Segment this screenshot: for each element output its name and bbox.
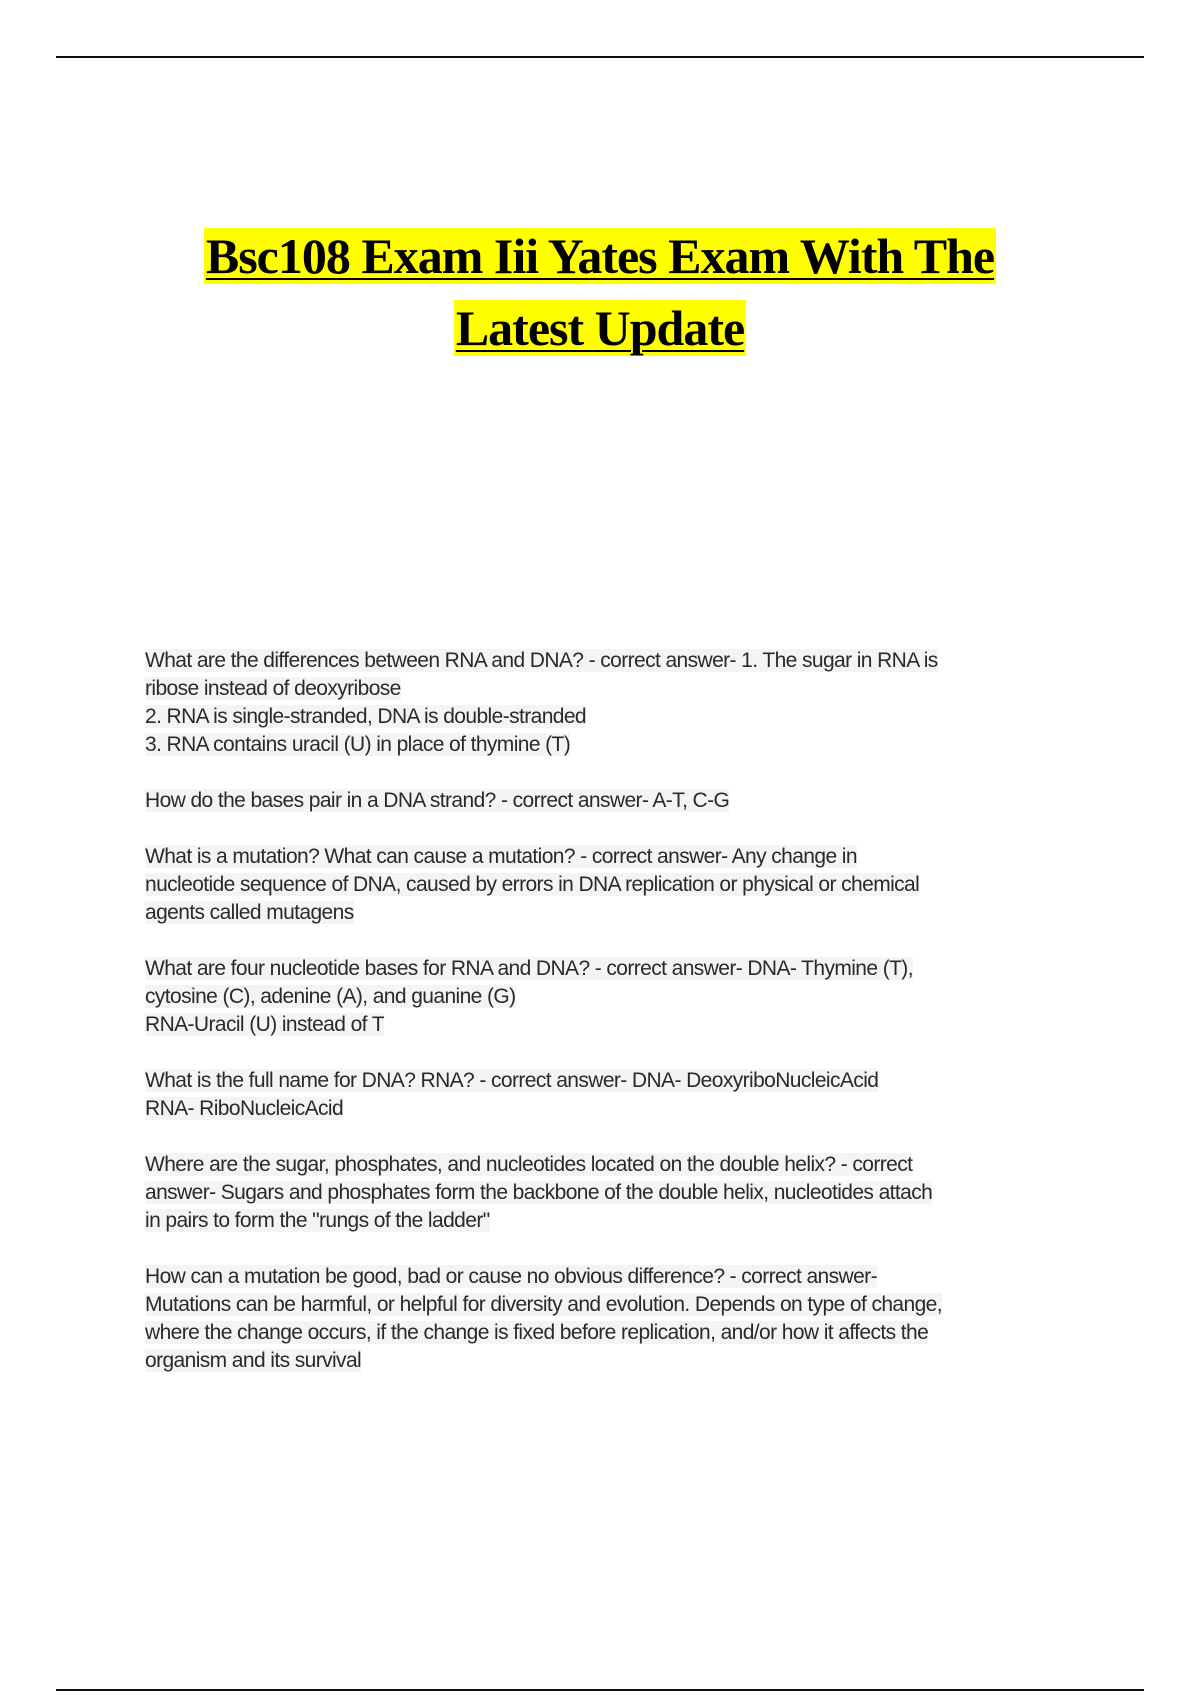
qa-line: ribose instead of deoxyribose bbox=[145, 677, 401, 700]
qa-list bbox=[145, 647, 1085, 1403]
qa-item-mutation bbox=[145, 843, 1085, 927]
qa-item-nucleotide-bases bbox=[145, 955, 1085, 1039]
qa-line: RNA- RiboNucleicAcid bbox=[145, 1097, 344, 1120]
title-line-1-text: Bsc108 Exam Iii Yates Exam With The bbox=[205, 228, 995, 284]
qa-line: 3. RNA contains uracil (U) in place of thymine (T) bbox=[145, 733, 571, 756]
qa-line: nucleotide sequence of DNA, caused by errors in DNA replication or physical or chemical bbox=[145, 873, 920, 896]
qa-line: What are four nucleotide bases for RNA and DNA? - correct answer- DNA- Thymine (T), bbox=[145, 957, 913, 980]
qa-item-mutation-effects bbox=[145, 1263, 1085, 1375]
qa-line: Where are the sugar, phosphates, and nucleotides located on the double helix? - correct bbox=[145, 1153, 913, 1176]
bottom-rule bbox=[56, 1689, 1144, 1691]
qa-line: How can a mutation be good, bad or cause no obvious difference? - correct answer- bbox=[145, 1265, 877, 1288]
qa-line: 2. RNA is single-stranded, DNA is double-stranded bbox=[145, 705, 587, 728]
document-title bbox=[60, 220, 1140, 364]
qa-line: answer- Sugars and phosphates form the backbone of the double helix, nucleotides attach bbox=[145, 1181, 933, 1204]
qa-line: where the change occurs, if the change is fixed before replication, and/or how it affects the bbox=[145, 1321, 929, 1344]
title-line-1 bbox=[60, 220, 1140, 292]
qa-item-double-helix bbox=[145, 1151, 1085, 1235]
title-line-2-text: Latest Update bbox=[455, 300, 745, 356]
qa-item-base-pairing bbox=[145, 787, 1085, 815]
qa-line: What is the full name for DNA? RNA? - correct answer- DNA- DeoxyriboNucleicAcid bbox=[145, 1069, 879, 1092]
qa-line: cytosine (C), adenine (A), and guanine (G) bbox=[145, 985, 516, 1008]
qa-line: RNA-Uracil (U) instead of T bbox=[145, 1013, 384, 1036]
title-line-2 bbox=[60, 292, 1140, 364]
qa-line: Mutations can be harmful, or helpful for diversity and evolution. Depends on type of change, bbox=[145, 1293, 942, 1316]
qa-line: organism and its survival bbox=[145, 1349, 362, 1372]
qa-line: How do the bases pair in a DNA strand? - correct answer- A-T, C-G bbox=[145, 789, 730, 812]
qa-item-full-names bbox=[145, 1067, 1085, 1123]
qa-item-rna-dna-differences bbox=[145, 647, 1085, 759]
qa-line: What are the differences between RNA and DNA? - correct answer- 1. The sugar in RNA is bbox=[145, 649, 938, 672]
top-rule bbox=[56, 56, 1144, 58]
qa-line: in pairs to form the "rungs of the ladder" bbox=[145, 1209, 490, 1232]
qa-line: agents called mutagens bbox=[145, 901, 354, 924]
qa-line: What is a mutation? What can cause a mutation? - correct answer- Any change in bbox=[145, 845, 857, 868]
